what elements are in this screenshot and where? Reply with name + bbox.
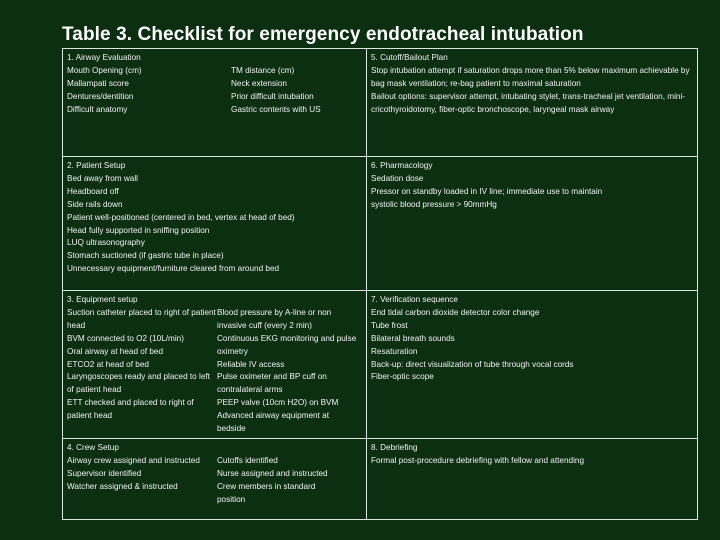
verification-item: Back-up: direct visualization of tube through vocal cords <box>371 359 574 369</box>
crew-item: Watcher assigned & instructed <box>67 481 178 491</box>
pharmacology-cell <box>367 157 698 291</box>
patient-item: Side rails down <box>67 199 123 209</box>
airway-item: Mouth Opening (cm) <box>67 65 142 75</box>
equipment-setup-cell <box>63 291 367 439</box>
airway-item: Dentures/dentition <box>67 91 134 101</box>
verification-item: End tidal carbon dioxide detector color change <box>371 307 540 317</box>
patient-item: Stomach suctioned (if gastric tube in place) <box>67 251 224 261</box>
airway-evaluation-heading: 1. Airway Evaluation <box>67 53 141 62</box>
airway-item: Gastric contents with US <box>231 104 321 114</box>
airway-evaluation-cell <box>63 49 367 157</box>
bailout-item: Bailout options: supervisor attempt, intubating stylet, trans-tracheal jet ventilation, mini-cricothyroidotomy, fiber-optic bronchoscope, laryngeal mask airway <box>371 91 686 114</box>
equipment-item: Pulse oximeter and BP cuff on contralateral arms <box>217 372 327 395</box>
equipment-item: Advanced airway equipment at bedside <box>217 411 329 434</box>
crew-item: Supervisor identified <box>67 468 142 478</box>
verification-item: Resaturation <box>371 346 418 356</box>
patient-item: Unnecessary equipment/furniture cleared from around bed <box>67 264 280 274</box>
patient-setup-heading: 2. Patient Setup <box>67 161 126 170</box>
debriefing-cell <box>367 439 698 520</box>
crew-item: Crew members in standard position <box>217 481 316 504</box>
patient-item: Bed away from wall <box>67 173 138 183</box>
equipment-setup-heading: 3. Equipment setup <box>67 295 138 304</box>
equipment-item: PEEP valve (10cm H2O) on BVM <box>217 398 339 408</box>
patient-item: LUQ ultrasonography <box>67 238 145 248</box>
airway-item: Prior difficult intubation <box>231 91 314 101</box>
verification-sequence-heading: 7. Verification sequence <box>371 295 458 304</box>
equipment-item: Suction catheter placed to right of patient head <box>67 307 216 330</box>
airway-item: Difficult anatomy <box>67 104 128 114</box>
airway-item: Mallampati score <box>67 78 129 88</box>
crew-item: Nurse assigned and instructed <box>217 468 328 478</box>
patient-item: Headboard off <box>67 186 119 196</box>
crew-item: Airway crew assigned and instructed <box>67 455 200 465</box>
equipment-item: Continuous EKG monitoring and pulse oximetry <box>217 333 357 356</box>
cutoff-bailout-cell <box>367 49 698 157</box>
pharmacology-heading: 6. Pharmacology <box>371 161 433 170</box>
verification-item: Tube frost <box>371 320 408 330</box>
equipment-item: Laryngoscopes ready and placed to left of patient head <box>67 372 210 395</box>
crew-setup-heading: 4. Crew Setup <box>67 443 119 452</box>
pharmacology-item: Sedation dose <box>371 173 424 183</box>
verification-sequence-cell <box>367 291 698 439</box>
equipment-item: Reliable IV access <box>217 359 285 369</box>
equipment-item: Blood pressure by A-line or non invasive cuff (every 2 min) <box>217 307 332 330</box>
debriefing-item: Formal post-procedure debriefing with fellow and attending <box>371 455 584 465</box>
table-title: Table 3. Checklist for emergency endotracheal intubation <box>62 24 584 45</box>
verification-item: Bilateral breath sounds <box>371 333 455 343</box>
cutoff-bailout-heading: 5. Cutoff/Bailout Plan <box>371 53 448 62</box>
equipment-item: BVM connected to O2 (10L/min) <box>67 333 184 343</box>
debriefing-heading: 8. Debriefing <box>371 443 418 452</box>
verification-item: Fiber-optic scope <box>371 372 434 382</box>
pharmacology-item: Pressor on standby loaded in IV line; immediate use to maintain systolic blood pressure > 90mmHg <box>371 186 603 209</box>
crew-setup-cell <box>63 439 367 520</box>
crew-item: Cutoffs identified <box>217 455 278 465</box>
patient-item: Patient well-positioned (centered in bed, vertex at head of bed) <box>67 212 295 222</box>
checklist-table <box>62 48 698 520</box>
patient-setup-cell <box>63 157 367 291</box>
patient-item: Head fully supported in sniffing position <box>67 225 210 235</box>
equipment-item: Oral airway at head of bed <box>67 346 164 356</box>
airway-item: TM distance (cm) <box>231 65 295 75</box>
equipment-item: ETCO2 at head of bed <box>67 359 149 369</box>
airway-item: Neck extension <box>231 78 287 88</box>
equipment-item: ETT checked and placed to right of patient head <box>67 398 194 421</box>
cutoff-item: Stop intubation attempt if saturation drops more than 5% below maximum achievable by bag mask ventilation; re-bag patient to maximal saturation <box>371 65 690 88</box>
